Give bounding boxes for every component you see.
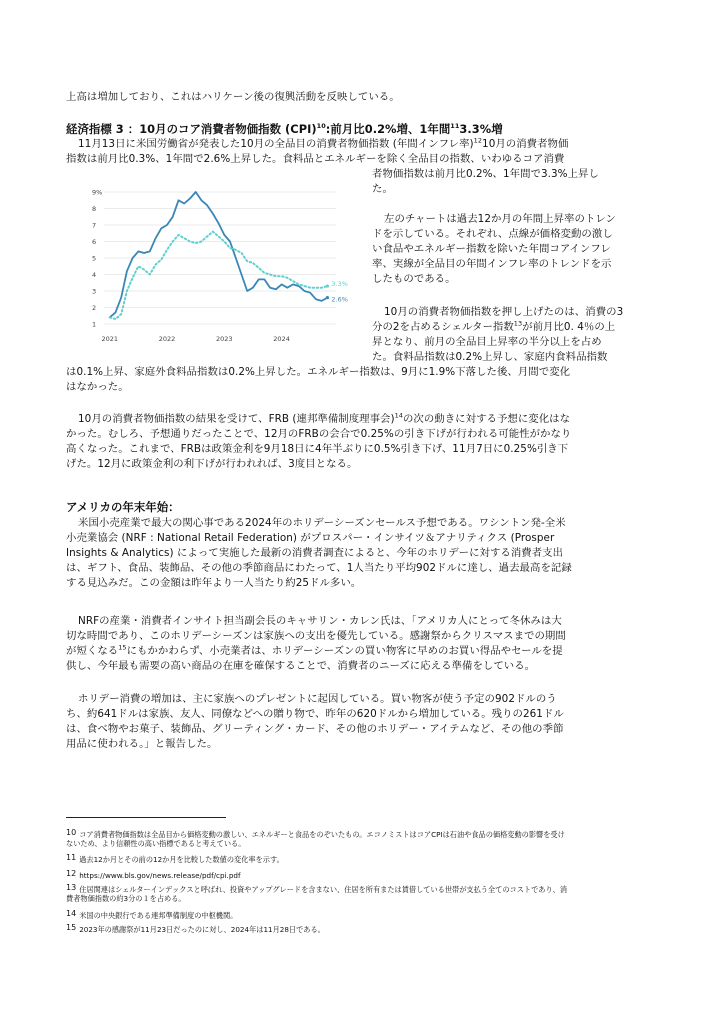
paragraph-line: する見込みだ。この金額は昨年より一人当たり約25ドル多い。 — [66, 577, 362, 589]
x-tick-label: 2021 — [101, 335, 119, 343]
paragraph-line: た。 — [372, 183, 393, 195]
paragraph-line — [78, 412, 570, 427]
text-run: の次の動きに対する予想に変化はな — [402, 413, 571, 425]
footnote-number: 11 — [66, 853, 77, 862]
paragraph-line: た。食料品指数は0.2%上昇し、家庭内食料品指数 — [372, 351, 608, 363]
y-tick-label: 4 — [92, 271, 97, 279]
paragraph-line: ち、約641ドルは家族、友人、同僚などへの贈り物で、昨年の620ドルから増加している。残りの261ドル — [66, 708, 564, 720]
paragraph-line: は0.1%上昇、家庭外食料品指数は0.2%上昇した。エネルギー指数は、9月に1.9%下落した後、月間で変化 — [66, 366, 571, 378]
footnote-text: コア消費者物価指数は全品目から価格変動の激しい、エネルギーと食品をのぞいたもの。エコノミストはコアCPIは石油や食品の価格変動の影響を受け — [79, 830, 565, 839]
footnote-13-cont: 費者物価指数の約3分の１を占める。 — [66, 894, 186, 903]
footnote-number: 14 — [66, 909, 77, 918]
footnote-number: 10 — [66, 828, 77, 837]
x-tick-label: 2022 — [158, 335, 176, 343]
paragraph-line: はなかった。 — [66, 381, 129, 393]
paragraph-line: 小売業協会 (NRF : National Retail Federation) がプロスパー・インサイツ＆アナリティクス (Prosper — [66, 532, 555, 544]
footnote-text: 米国の中央銀行である連邦準備制度の中枢機関。 — [79, 911, 238, 920]
paragraph-line: 者物価指数は前月比0.2%、1年間で3.3%上昇し — [372, 168, 599, 180]
footnote-ref[interactable]: 11 — [450, 122, 460, 131]
y-tick-label: 5 — [92, 254, 97, 263]
series-end-label: 2.6% — [331, 295, 348, 304]
footnote-ref[interactable]: 10 — [316, 122, 326, 131]
footnote-ref[interactable]: 12 — [473, 136, 483, 145]
text-run: が短くなる — [66, 645, 119, 657]
y-tick-label: 7 — [92, 221, 97, 230]
footnote-number: 12 — [66, 869, 77, 878]
heading-part: 3.3%増 — [459, 122, 503, 136]
core-cpi-series-line — [110, 232, 328, 320]
footnote-10-cont: ないため、より信頼性の高い指標であると考えている。 — [66, 839, 246, 848]
paragraph-line: 10月の消費者物価指数を押し上げたのは、消費の3 — [384, 306, 624, 318]
paragraph-line: したものである。 — [372, 273, 456, 285]
footnote-divider — [66, 817, 226, 818]
heading-part: :前月比0.2%増、1年間 — [325, 122, 451, 136]
paragraph-line: NRFの産業・消費者インサイト担当副会長のキャサリン・カレン氏は、「アメリカ人にとって冬休みは大 — [78, 615, 562, 627]
section1-heading — [66, 122, 503, 137]
paragraph-line: げた。12月に政策金利の利下げが行われれば、3度目となる。 — [66, 458, 358, 470]
y-tick-label: 1 — [92, 320, 97, 329]
paragraph-line — [78, 137, 568, 152]
paragraph-line: は、食べ物やお菓子、装飾品、グリーティング・カード、その他のホリデー・アイテムなど、その他の季節 — [66, 723, 564, 735]
footnote-text: 過去12か月とその前の12か月を比較した数値の変化率を示す。 — [79, 855, 284, 864]
series-end-label: 3.3% — [331, 280, 348, 289]
paragraph-line: ホリデー消費の増加は、主に家族へのプレゼントに起因している。買い物客が使う予定の902ドルのう — [78, 693, 557, 705]
y-tick-label: 3 — [92, 287, 97, 296]
footnote-link[interactable]: https://www.bls.gov/news.release/pdf/cpi.pdf — [79, 871, 241, 880]
footnote-number: 13 — [66, 883, 77, 892]
text-run: にもかかわらず、小売業者は、ホリデーシーズンの買い物客に早めのお買い得品やセールを提 — [126, 645, 563, 657]
text-run: が前月比0. 4％の上 — [522, 321, 616, 333]
heading-part: 経済指標 3 ：10月のコア消費者物価指数 (CPI) — [66, 122, 317, 136]
footnote-ref[interactable]: 14 — [394, 411, 403, 420]
y-tick-label: 9% — [92, 188, 103, 197]
footnote-11 — [66, 852, 284, 865]
paragraph-line: 昇となり、前月の全品目上昇率の半分以上を占め — [372, 336, 602, 348]
paragraph-line: かった。むしろ、予想通りだったことで、12月のFRBの会合で0.25%の引き下げが行われる可能性がかなり — [66, 428, 572, 440]
paragraph-line: Insights & Analytics) によって実施した最新の消費者調査によると、今年のホリデーに対する消費者支出 — [66, 547, 564, 559]
paragraph-line: 高くなった。これまで、FRBは政策金利を9月18日に4年半ぶりに0.5%引き下げ、11月7日に0.25%引き下 — [66, 443, 569, 455]
paragraph-line: 米国小売産業で最大の関心事である2024年のホリデーシーズンセールス予想である。ワシントン発-全米 — [78, 517, 566, 529]
x-tick-label: 2023 — [216, 335, 233, 343]
footnote-text: 2023年の感謝祭が11月23日だったのに対し、2024年は11月28日である。 — [79, 925, 325, 934]
chart-svg — [88, 182, 368, 352]
series-end-point — [326, 284, 329, 287]
footnote-ref[interactable]: 13 — [513, 319, 523, 328]
text-run: 分の2を占めるシェルター指数 — [372, 321, 514, 333]
paragraph-line: は、ギフト、食品、装飾品、その他の季節商品にわたって、1人当たり平均902ドルに達し、過去最高を記録 — [66, 562, 572, 574]
paragraph-line: ドを示している。それぞれ、点線が価格変動の激し — [372, 228, 613, 240]
footnote-ref[interactable]: 15 — [118, 643, 127, 652]
text-run: 10月の消費者物価 — [482, 138, 569, 150]
series-end-point — [326, 296, 329, 299]
paragraph-line: 用品に使われる。」と報告した。 — [66, 738, 218, 750]
paragraph-line: 供し、今年最も需要の高い商品の在庫を確保することで、消費者のニーズに応える準備をしている。 — [66, 660, 536, 672]
footnote-text: 住居関連はシェルターインデックスと呼ばれ、投資やアップグレードを含まない、住居を所有または賃借している世帯が支払う全てのコストであり、消 — [79, 885, 568, 894]
all-items-cpi-series-line — [110, 192, 328, 317]
paragraph-line: 左のチャートは過去12か月の年間上昇率のトレン — [384, 213, 617, 225]
paragraph-line: 指数は前月比0.3%、1年間で2.6%上昇した。食料品とエネルギーを除く全品目の指数、いわゆるコア消費 — [66, 153, 565, 165]
y-tick-label: 6 — [92, 238, 97, 246]
x-tick-label: 2024 — [273, 335, 290, 343]
y-tick-label: 2 — [92, 304, 97, 312]
intro-line: 上高は増加しており、これはハリケーン後の復興活動を反映している。 — [66, 91, 400, 103]
paragraph-line — [66, 644, 563, 659]
paragraph-line: い食品やエネルギー指数を除いた年間コアインフレ — [372, 243, 611, 255]
section2-heading: アメリカの年末年始： — [66, 500, 180, 514]
text-run: 10月の消費者物価指数の結果を受けて、FRB (連邦準備制度理事会) — [78, 413, 395, 425]
paragraph-line — [372, 320, 615, 335]
y-tick-label: 8 — [92, 205, 97, 213]
text-run: 11月13日に米国労働省が発表した10月の全品目の消費者物価指数 (年間インフレ率) — [78, 138, 474, 150]
inflation-line-chart — [88, 182, 368, 352]
footnote-number: 15 — [66, 923, 77, 932]
paragraph-line: 率、実線が全品目の年間インフレ率のトレンドを示 — [372, 258, 612, 270]
paragraph-line: 切な時間であり、このホリデーシーズンは家族への支出を優先している。感謝祭からクリスマスまでの期間 — [66, 630, 566, 642]
footnote-14 — [66, 908, 237, 921]
footnote-15 — [66, 922, 325, 935]
footnote-12 — [66, 868, 240, 881]
